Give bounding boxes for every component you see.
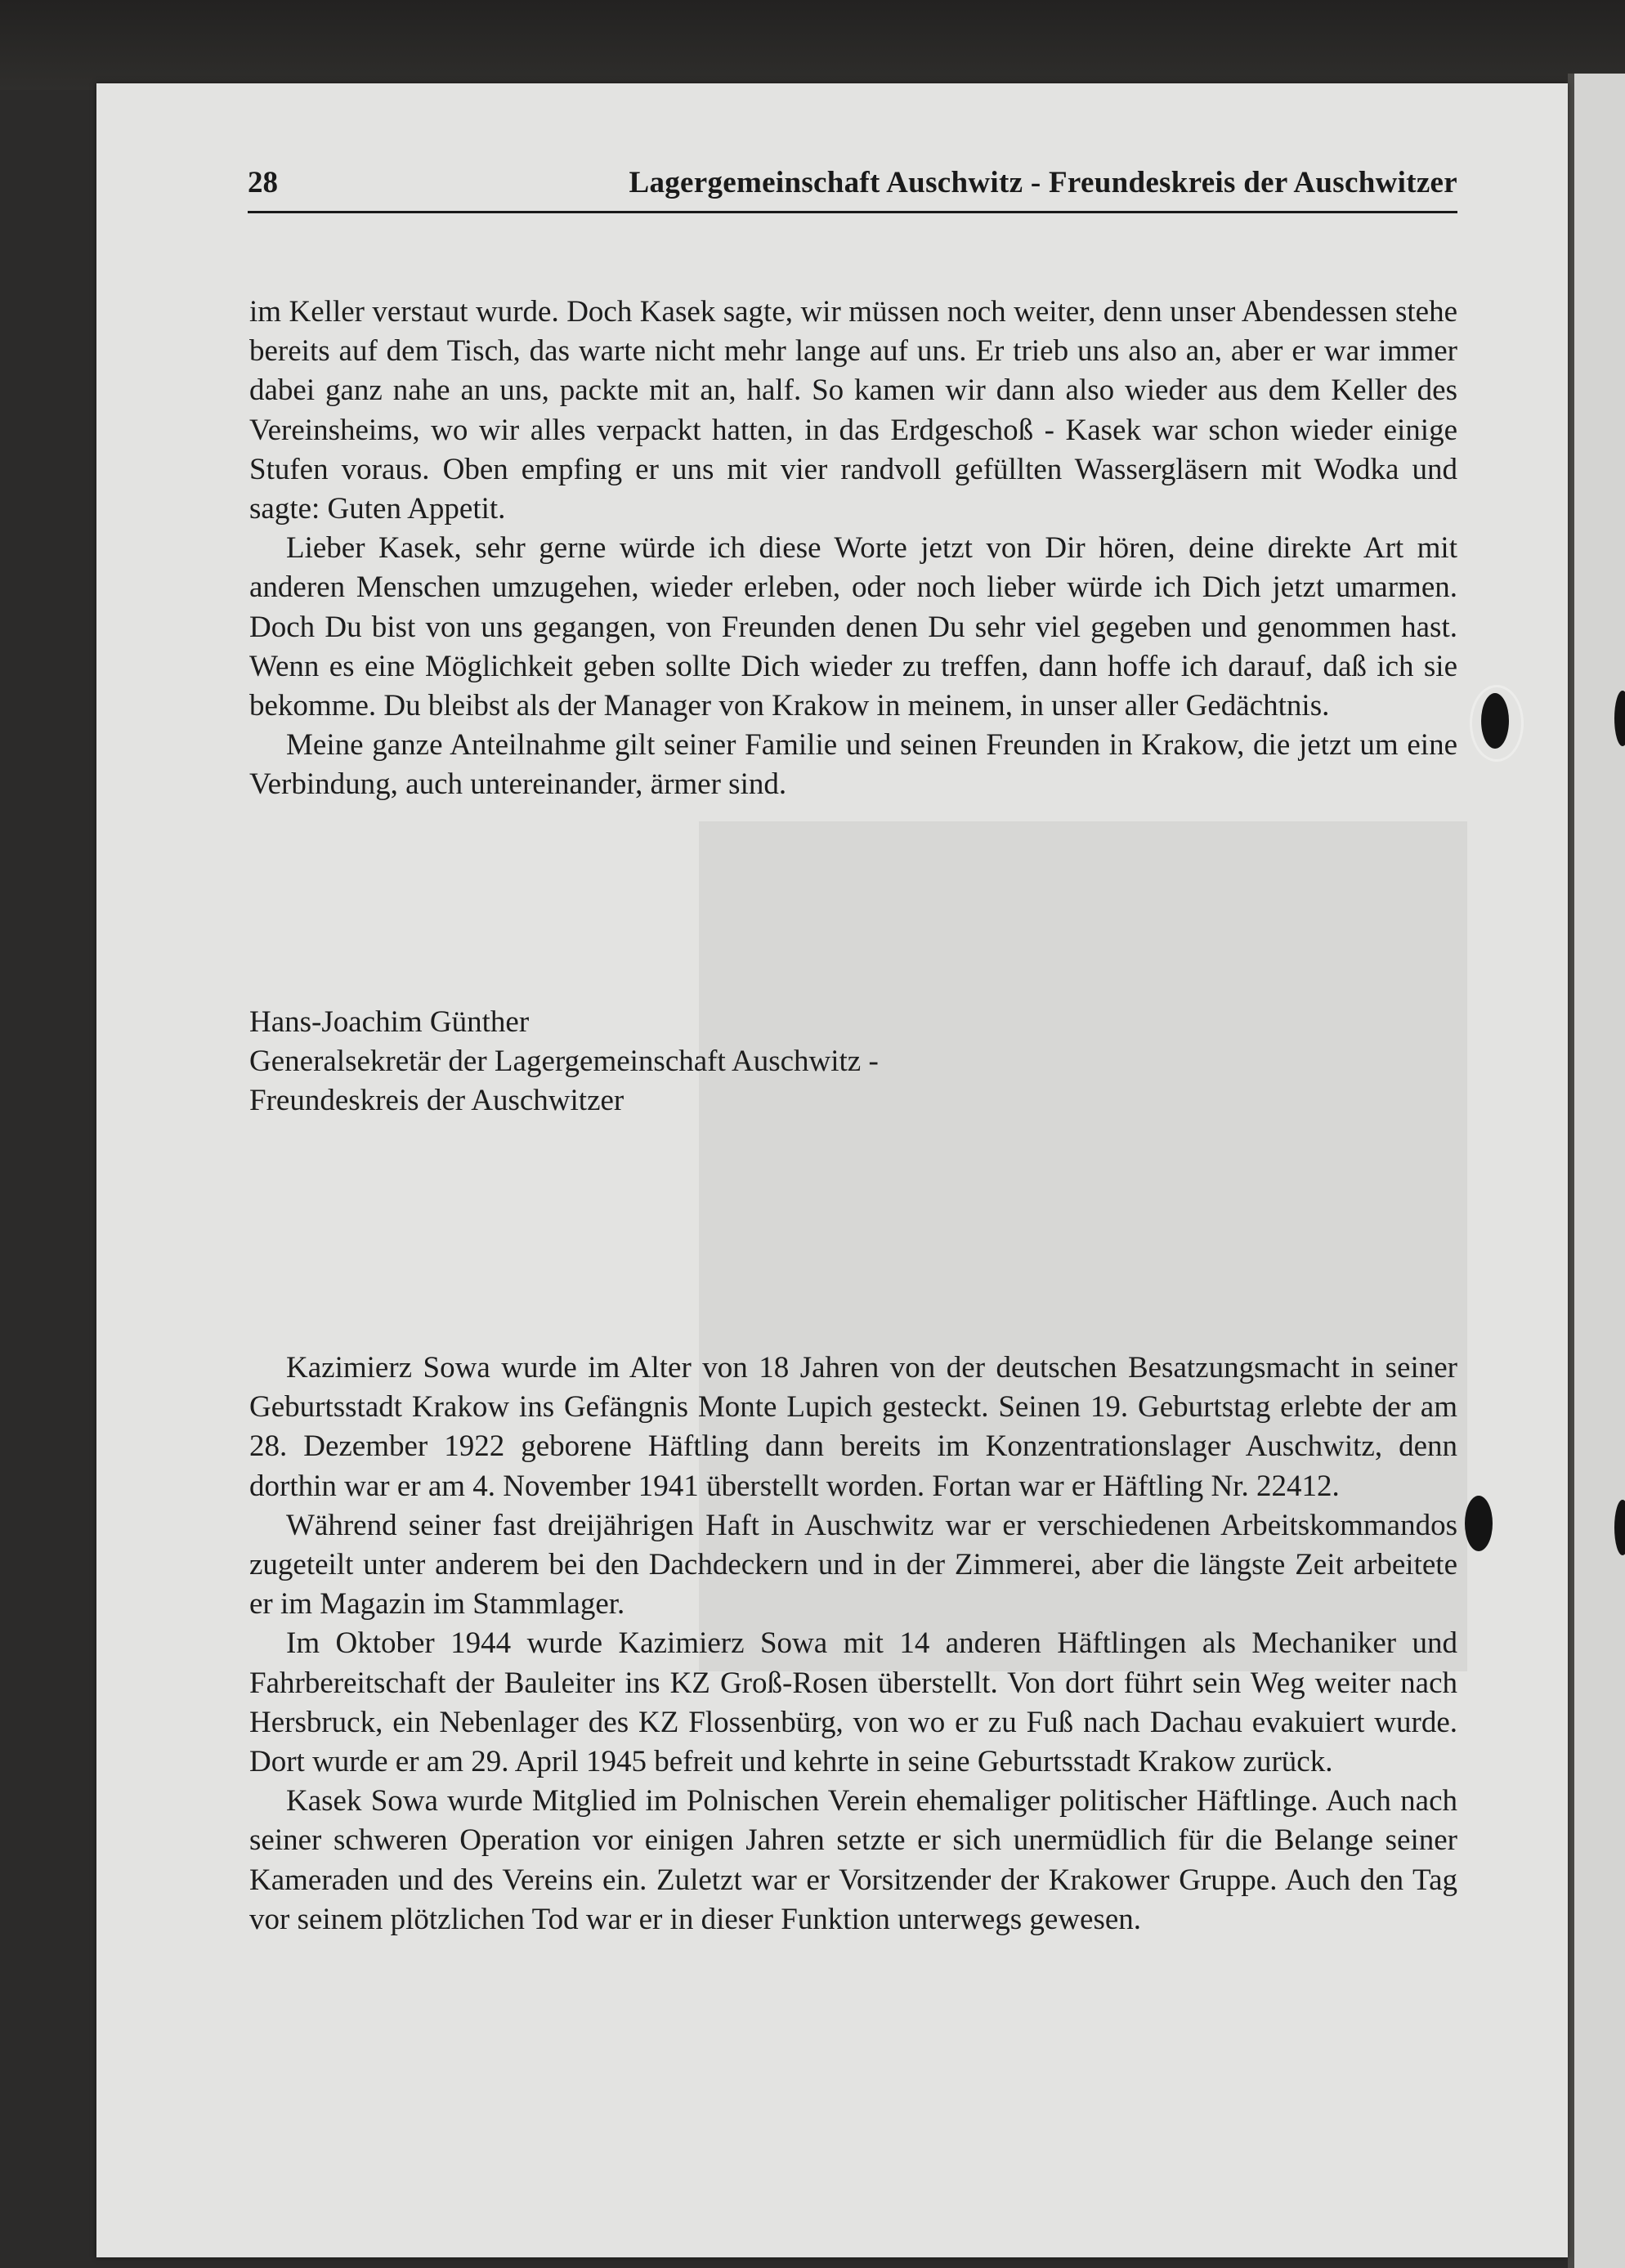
running-title: Lagergemeinschaft Auschwitz - Freundeskreis der Auschwitzer [629, 166, 1457, 199]
punch-hole-top [1481, 693, 1509, 749]
obituary-paragraph: Lieber Kasek, sehr gerne würde ich diese Worte jetzt von Dir hören, deine direkte Art mit anderen Menschen umzugehen, wieder erleben, oder noch lieber würde ich Dich jetzt umarmen. Doch Du bist von uns gegangen, von Freunden denen Du sehr viel gegeben und genommen hast. Wenn es eine Möglichkeit geben sollte Dich wieder zu treffen, dann hoffe ich darauf, daß ich sie bekomme. Du bleibst als der Manager von Krakow in meinem, in unser aller Gedächtnis. [249, 531, 1457, 723]
next-sheet-hole-top [1614, 691, 1625, 746]
biography-paragraph: Kasek Sowa wurde Mitglied im Polnischen Verein ehemaliger politischer Häftlinge. Auch nach seiner schweren Operation vor einigen Jahren setzte er sich unermüdlich für die Belange seiner Kameraden und des Vereins ein. Zuletzt war er Vorsitzender der Krakower Gruppe. Auch den Tag vor seinem plötzlichen Tod war er in dieser Funktion unterwegs gewesen. [249, 1784, 1457, 1936]
page-header [248, 160, 1457, 213]
obituary-text [249, 293, 1457, 805]
page-number: 28 [248, 166, 278, 199]
obituary-paragraph: Meine ganze Anteilnahme gilt seiner Familie und seinen Freunden in Krakow, die jetzt um eine Verbindung, auch untereinander, ärmer sind. [249, 728, 1457, 802]
biography-text [249, 1349, 1457, 1939]
signature-block [249, 1003, 1457, 1121]
signature-name: Hans-Joachim Günther [249, 1005, 530, 1039]
next-sheet [1574, 74, 1625, 2268]
obituary-paragraph: im Keller verstaut wurde. Doch Kasek sagte, wir müssen noch weiter, denn unser Abendessen stehe bereits auf dem Tisch, das warte nicht mehr lange auf uns. Er trieb uns also an, aber er war immer dabei ganz nahe an uns, packte mit an, half. So kamen wir dann also wieder aus dem Keller des Vereinsheims, wo wir alles verpackt hatten, in das Erdgeschoß - Kasek war schon wieder einige Stufen voraus. Oben empfing er uns mit vier randvoll gefüllten Wassergläsern mit Wodka und sagte: Guten Appetit. [249, 295, 1457, 526]
signature-role-line-1: Generalsekretär der Lagergemeinschaft Auschwitz - [249, 1045, 879, 1078]
biography-paragraph: Kazimierz Sowa wurde im Alter von 18 Jahren von der deutschen Besatzungsmacht in seiner Geburtsstadt Krakow ins Gefängnis Monte Lupich gesteckt. Seinen 19. Geburtstag erlebte der am 28. Dezember 1922 geborene Häftling dann bereits im Konzentrationslager Auschwitz, denn dorthin war er am 4. November 1941 überstellt worden. Fortan war er Häftling Nr. 22412. [249, 1351, 1457, 1503]
scanner-backdrop [0, 0, 1625, 90]
punch-hole-bottom [1465, 1496, 1493, 1551]
biography-paragraph: Im Oktober 1944 wurde Kazimierz Sowa mit 14 anderen Häftlingen als Mechaniker und Fahrbereitschaft der Bauleiter ins KZ Groß-Rosen überstellt. Von dort führt sein Weg weiter nach Hersbruck, ein Nebenlager des KZ Flossenbürg, von wo er zu Fuß nach Dachau evakuiert wurde. Dort wurde er am 29. April 1945 befreit und kehrte in seine Geburtsstadt Krakow zurück. [249, 1626, 1457, 1779]
next-sheet-edge [1568, 74, 1574, 2268]
next-sheet-hole-bottom [1614, 1500, 1625, 1555]
biography-paragraph: Während seiner fast dreijährigen Haft in Auschwitz war er verschiedenen Arbeitskommandos zugeteilt unter anderem bei den Dachdeckern und in der Zimmerei, aber die längste Zeit arbeitete er im Magazin im Stammlager. [249, 1508, 1457, 1622]
signature-role-line-2: Freundeskreis der Auschwitzer [249, 1084, 624, 1117]
